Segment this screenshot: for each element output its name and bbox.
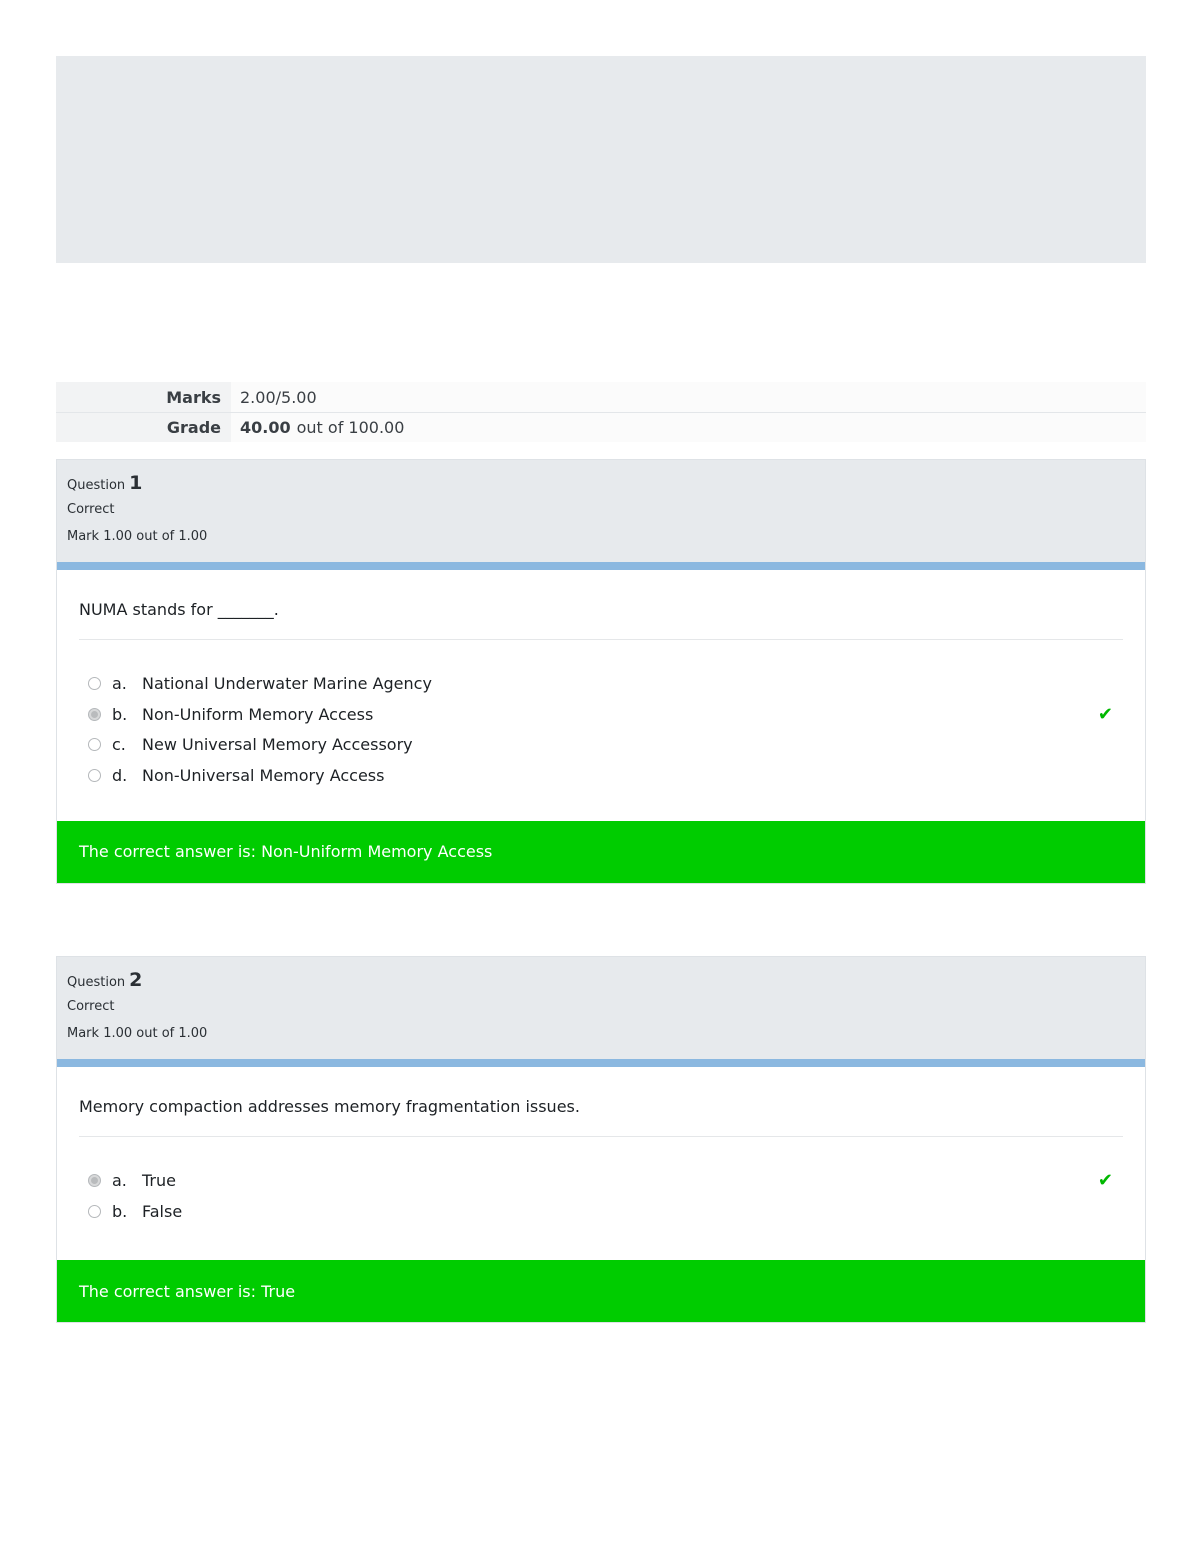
answer-text: Non-Universal Memory Access [142,765,385,785]
review-summary [56,382,1146,442]
answer-text: True [142,1170,176,1190]
answer-option[interactable] [88,699,1123,730]
answer-option[interactable] [88,729,1123,760]
correct-answer-feedback: The correct answer is: Non-Uniform Memory Access [57,821,1145,883]
question-text: Memory compaction addresses memory fragmentation issues. [79,1067,1123,1137]
question-number [67,472,1135,496]
answer-letter: b. [112,704,128,724]
checkmark-icon: ✔ [1097,1169,1113,1191]
answer-letter: c. [112,735,126,755]
radio-button-selected[interactable] [88,708,101,721]
question-label: Question [67,975,126,990]
answer-letter: d. [112,765,128,785]
question-2 [56,956,1146,1323]
answer-text: False [142,1201,183,1221]
question-label: Question [67,478,126,493]
answer-text: New Universal Memory Accessory [142,735,413,755]
answer-list [79,1137,1123,1260]
answer-text: Non-Uniform Memory Access [142,704,374,724]
radio-button-selected[interactable] [88,1174,101,1187]
answer-option[interactable] [88,1196,1123,1227]
grade-label: Grade [56,413,231,442]
question-info [57,957,1145,1059]
radio-button[interactable] [88,738,101,751]
answer-letter: a. [112,1170,127,1190]
question-state: Correct [67,999,115,1014]
question-number-value: 1 [129,472,143,494]
question-number-value: 2 [129,969,143,991]
marks-label: Marks [56,382,231,412]
answer-letter: b. [112,1201,128,1221]
question-1 [56,459,1146,884]
grade-suffix: out of 100.00 [296,418,405,437]
radio-button[interactable] [88,769,101,782]
correct-answer-feedback: The correct answer is: True [57,1260,1145,1322]
question-content [57,1059,1145,1260]
answer-option[interactable] [88,668,1123,699]
answer-list [79,640,1123,821]
marks-value: 2.00/5.00 [231,382,1146,412]
question-text: NUMA stands for _______. [79,570,1123,640]
question-content [57,562,1145,821]
question-number [67,969,1135,993]
answer-option[interactable] [88,760,1123,791]
radio-button[interactable] [88,677,101,690]
checkmark-icon: ✔ [1097,703,1113,725]
question-grade: Mark 1.00 out of 1.00 [67,1026,208,1041]
header-placeholder [56,56,1146,263]
answer-text: National Underwater Marine Agency [142,673,432,693]
summary-row-grade [56,412,1146,442]
answer-letter: a. [112,673,127,693]
grade-value: 40.00 [240,418,291,437]
summary-row-marks [56,382,1146,412]
grade-value-cell [231,413,1146,442]
question-grade: Mark 1.00 out of 1.00 [67,529,208,544]
radio-button[interactable] [88,1205,101,1218]
question-info [57,460,1145,562]
question-state: Correct [67,502,115,517]
answer-option[interactable] [88,1165,1123,1196]
